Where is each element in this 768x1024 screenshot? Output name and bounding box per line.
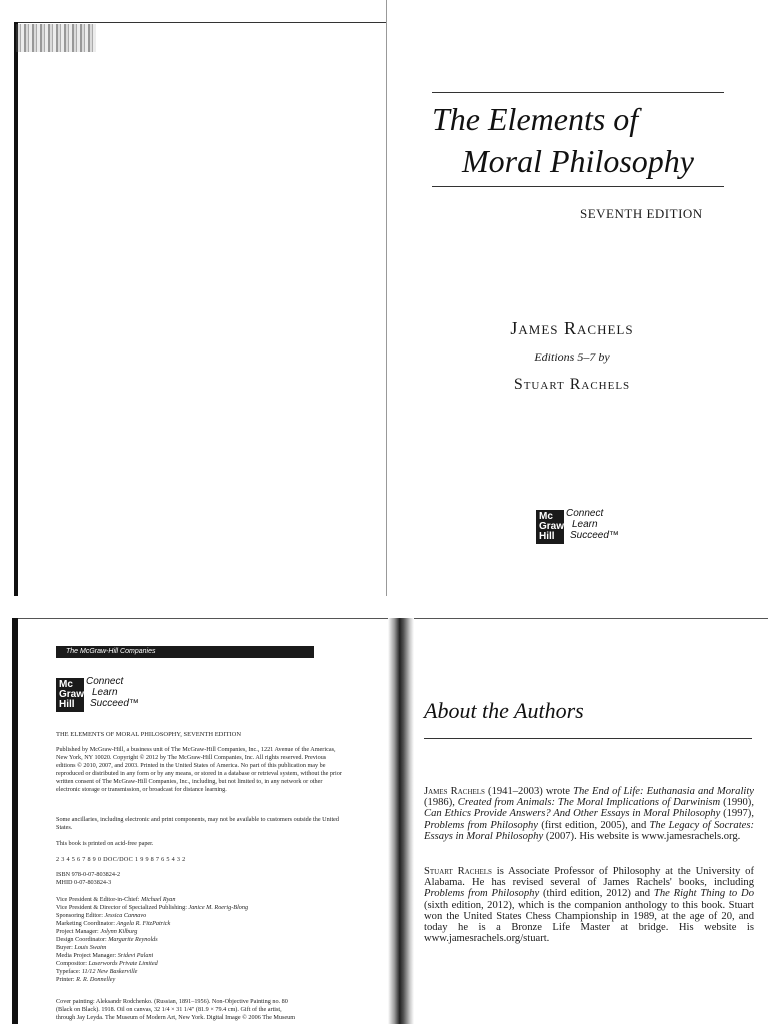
cover-credit-line: (Black on Black). 1918. Oil on canvas, 32 1/4 × 31 1/4" (81.9 × 79.4 cm). Gift of the artist,	[56, 1006, 282, 1013]
credit-name: Jolynn Kilburg	[100, 928, 138, 935]
credit-name: 11/12 New Baskerville	[81, 968, 138, 975]
credit-name: R. R. Donnelley	[76, 976, 116, 983]
logo-mark	[56, 678, 84, 712]
credit-role: Project Manager:	[56, 928, 99, 935]
credit-line	[56, 928, 342, 936]
scan-edge-shadow	[14, 22, 18, 596]
scan-smudge	[16, 24, 96, 52]
bio-name: Stuart Rachels	[424, 866, 492, 877]
credit-name: Angela R. FitzPatrick	[116, 920, 171, 927]
credit-line	[56, 944, 342, 952]
credit-line	[56, 912, 342, 920]
about-rule	[424, 738, 752, 739]
book-title-ref: Created from Animals: The Moral Implications of Darwinism	[457, 797, 721, 809]
author-james-rachels: James Rachels	[510, 318, 634, 338]
bio-text: (first edition, 2005), and	[537, 819, 650, 831]
about-heading: About the Authors	[424, 698, 584, 723]
title-rule-top	[432, 92, 724, 93]
ancillaries-note: Some ancillaries, including electronic and print components, may not be available to customers outside the United States.	[56, 816, 340, 831]
credit-role: Vice President & Editor-in-Chief:	[56, 896, 140, 903]
bio-text: (sixth edition, 2012), which is the companion anthology to this book. Stuart won the United States Chess Championship in 1989, at the age of 20, and today he is a Bronze Life Master at bridge. His website is www.jamesrachels.org/stuart.	[424, 899, 754, 945]
acid-free-note: This book is printed on acid-free paper.	[56, 840, 154, 847]
credit-line	[56, 936, 342, 944]
logo-mc: Mc	[59, 679, 73, 690]
logo-tag-learn: Learn	[572, 519, 598, 530]
logo-graw: Graw	[539, 521, 565, 532]
cover-credit-line: through Jay Leyda. The Museum of Modern Art, New York. Digital Image © 2006 The Museum	[56, 1014, 296, 1021]
logo-tag-connect: Connect	[86, 676, 124, 687]
logo-tag-succeed: Succeed™	[90, 698, 139, 709]
logo-mc: Mc	[539, 511, 553, 522]
blank-left-page	[14, 22, 386, 597]
logo-hill: Hill	[59, 699, 75, 710]
credit-name: Margarite Reynolds	[108, 936, 158, 943]
mhid: MHID 0-07-803824-3	[56, 879, 112, 886]
credit-role: Design Coordinator:	[56, 936, 107, 943]
credit-name: Louis Swaim	[74, 944, 107, 951]
bio-stuart-rachels	[424, 866, 754, 944]
bio-text: (1986),	[424, 797, 458, 809]
book-spine-shadow	[388, 618, 414, 1024]
credit-name: Laserwords Private Limited	[88, 960, 158, 967]
bio-text: (1990),	[720, 797, 754, 809]
scan-margin	[0, 0, 14, 596]
credit-line	[56, 960, 342, 968]
bio-text: (2007). His website is www.jamesrachels.org.	[543, 830, 741, 842]
book-title-ref: Problems from Philosophy	[424, 888, 540, 900]
book-title-ref: Can Ethics Provide Answers? And Other Essays in Moral Philosophy	[424, 808, 721, 820]
title-page	[386, 0, 768, 596]
credit-name: Jessica Cannavo	[104, 912, 147, 919]
credit-role: Typeface:	[56, 968, 81, 975]
title-rule-bottom	[432, 186, 724, 187]
logo-tagline	[566, 508, 619, 541]
credit-role: Media Project Manager:	[56, 952, 117, 959]
book-title	[432, 98, 752, 182]
credit-line	[56, 920, 342, 928]
book-title-ref: The End of Life: Euthanasia and Morality	[573, 786, 754, 797]
edition-label: SEVENTH EDITION	[580, 206, 703, 221]
copyright-book-title: THE ELEMENTS OF MORAL PHILOSOPHY, SEVENTH EDITION	[56, 731, 242, 738]
credits-list	[56, 896, 342, 984]
logo-tagline	[86, 676, 139, 709]
bio-text: is Associate Professor of Philosophy at the University of Alabama. He has revised several of James Rachels' books, including	[424, 866, 754, 889]
credit-name: Sridevi Palani	[117, 952, 154, 959]
title-line-1: The Elements of	[432, 101, 639, 137]
isbn: ISBN 978-0-07-803824-2	[56, 871, 121, 878]
cover-credit-line: Cover painting: Aleksandr Rodchenko. (Russian, 1891–1956). Non-Objective Painting no. 80	[56, 998, 288, 1005]
credit-role: Vice President & Director of Specialized Publishing:	[56, 904, 187, 911]
logo-mark	[536, 510, 564, 544]
credit-role: Sponsoring Editor:	[56, 912, 103, 919]
copyright-notice: Published by McGraw-Hill, a business unit of The McGraw-Hill Companies, Inc., 1221 Avenue of the Americas, New York, NY 10020. Copyright © 2012 by The McGraw-Hill Companies, Inc. All rights reserved. Previous editions © 2010, 2007, and 2003. Printed in the United States of America. No part of this publication may be reproduced or distributed in any form or by any means, or stored in a database or retrieval system, without the prior written consent of The McGraw-Hill Companies, Inc., including, but not limited to, in any network or other electronic storage or transmission, or broadcast for distance learning.	[56, 746, 342, 793]
credit-line	[56, 904, 342, 912]
logo-tag-connect: Connect	[566, 508, 604, 519]
bio-james-rachels	[424, 786, 754, 842]
credit-role: Buyer:	[56, 944, 73, 951]
credit-role: Marketing Coordinator:	[56, 920, 115, 927]
editions-note: Editions 5–7 by	[534, 350, 610, 364]
credit-line	[56, 968, 342, 976]
credit-line	[56, 896, 342, 904]
bio-text: (1997),	[720, 808, 754, 820]
credit-name: Michael Ryan	[141, 896, 176, 903]
logo-tag-learn: Learn	[92, 687, 118, 698]
credit-role: Printer:	[56, 976, 75, 983]
credit-role: Compositor:	[56, 960, 87, 967]
mcgraw-hill-logo	[536, 510, 619, 544]
bio-text: (third edition, 2012) and	[539, 888, 654, 900]
logo-hill: Hill	[539, 531, 555, 542]
credit-name: Janice M. Roerig-Blong	[188, 904, 249, 911]
mcgraw-hill-logo-small	[56, 678, 139, 712]
credit-line	[56, 952, 342, 960]
book-title-ref: Problems from Philosophy	[424, 819, 538, 831]
book-title-ref: The Right Thing to Do	[653, 888, 754, 900]
logo-graw: Graw	[59, 689, 85, 700]
book-title-ref: The Legacy of Socrates: Essays in Moral Philosophy	[424, 819, 754, 842]
bio-name: James Rachels	[424, 786, 485, 797]
logo-tag-succeed: Succeed™	[570, 530, 619, 541]
author-stuart-rachels: Stuart Rachels	[513, 376, 631, 393]
mcgraw-hill-banner: The McGraw-Hill Companies	[56, 646, 314, 658]
title-line-2: Moral Philosophy	[462, 143, 694, 179]
credit-line	[56, 976, 342, 984]
printing-line: 2 3 4 5 6 7 8 9 0 DOC/DOC 1 9 9 8 7 6 5 4 3 2	[56, 856, 186, 863]
page-divider	[0, 596, 768, 618]
cover-credit	[56, 998, 342, 1022]
bio-text: (1941–2003) wrote	[484, 786, 574, 797]
scan-edge-shadow	[12, 618, 18, 1024]
isbn-block	[56, 871, 342, 887]
